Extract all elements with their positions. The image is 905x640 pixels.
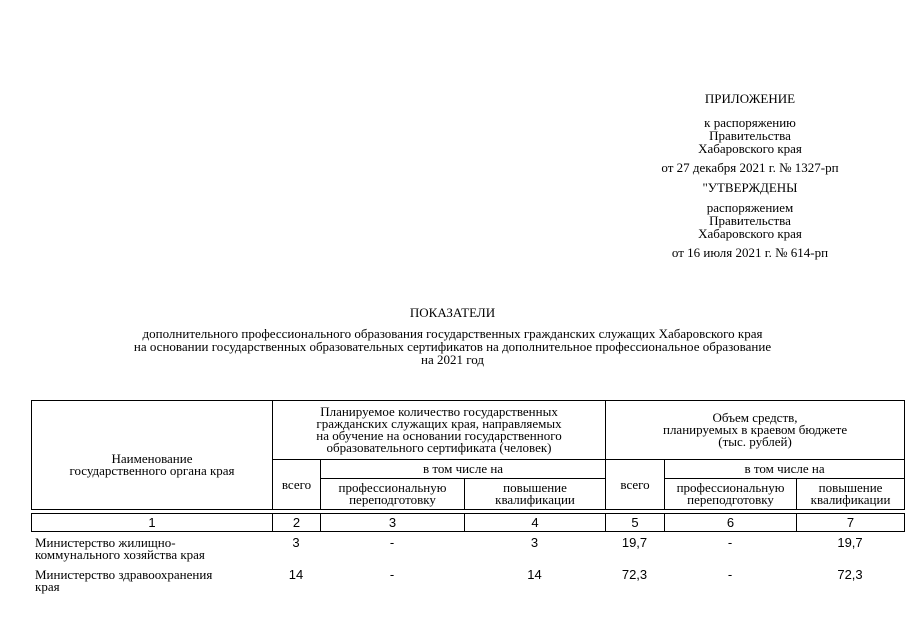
column-header-retraining: профессиональную переподготовку — [665, 479, 797, 510]
approved-line: Хабаровского края — [698, 226, 802, 241]
document-title-block — [30, 306, 875, 366]
document-subtitle: дополнительного профессионального образования государственных гражданских служащих Хабаровского края — [142, 326, 763, 341]
annex-date: от 27 декабря 2021 г. № 1327-рп — [661, 160, 839, 175]
column-header-funds: Объем средств, планируемых в краевом бюджете (тыс. рублей) — [606, 401, 905, 460]
approved-line: распоряжением — [706, 200, 794, 215]
document-subtitle: на 2021 год — [421, 352, 484, 367]
column-number: 1 — [32, 514, 273, 532]
approved-date: от 16 июля 2021 г. № 614-рп — [671, 245, 829, 260]
cell-total-people: 3 — [292, 535, 300, 550]
column-number: 6 — [665, 514, 797, 532]
indicators-table-header — [31, 400, 905, 532]
cell-retraining-funds: - — [727, 535, 733, 550]
table-row — [31, 567, 904, 599]
column-number: 5 — [606, 514, 665, 532]
column-header-total: всего — [606, 460, 665, 510]
cell-qualification-people: 14 — [527, 567, 542, 582]
cell-total-people: 14 — [288, 567, 304, 582]
column-header-planned: Планируемое количество государственных гражданских служащих края, направляемых на обучение на основании государственного образовательного сертификата (человек) — [273, 401, 606, 460]
cell-retraining-funds: - — [727, 567, 733, 582]
column-number: 4 — [465, 514, 606, 532]
approved-line: Правительства — [709, 213, 791, 228]
column-header-total: всего — [273, 460, 321, 510]
document-subtitle: на основании государственных образовательных сертификатов на дополнительное профессиональное образование — [133, 339, 772, 354]
column-header-qualification: повышение квалификации — [797, 479, 905, 510]
annex-block — [600, 92, 900, 174]
approved-block — [600, 181, 900, 259]
indicators-table-body — [31, 535, 904, 599]
cell-qualification-funds: 19,7 — [837, 535, 863, 550]
cell-retraining-people: - — [389, 535, 395, 550]
annex-title: ПРИЛОЖЕНИЕ — [704, 91, 796, 106]
column-number: 7 — [797, 514, 905, 532]
column-number: 3 — [321, 514, 465, 532]
cell-total-funds: 19,7 — [621, 535, 648, 550]
cell-total-funds: 72,3 — [621, 567, 648, 582]
column-header-name: Наименование государственного органа края — [32, 401, 273, 510]
column-header-including: в том числе на — [665, 460, 905, 479]
annex-line: Хабаровского края — [698, 141, 802, 156]
row-name: Министерство здравоохранения края — [35, 567, 213, 594]
annex-line: к распоряжению — [704, 115, 796, 130]
column-header-including: в том числе на — [321, 460, 606, 479]
column-header-retraining: профессиональную переподготовку — [321, 479, 465, 510]
cell-retraining-people: - — [389, 567, 395, 582]
document-heading: ПОКАЗАТЕЛИ — [409, 305, 496, 320]
row-name: Министерство жилищно- коммунального хозяйства края — [35, 535, 205, 562]
table-row — [31, 535, 904, 567]
column-number: 2 — [273, 514, 321, 532]
cell-qualification-people: 3 — [530, 535, 539, 550]
column-header-qualification: повышение квалификации — [465, 479, 606, 510]
annex-line: Правительства — [709, 128, 791, 143]
approved-title: "УТВЕРЖДЕНЫ — [702, 180, 798, 195]
cell-qualification-funds: 72,3 — [837, 567, 863, 582]
